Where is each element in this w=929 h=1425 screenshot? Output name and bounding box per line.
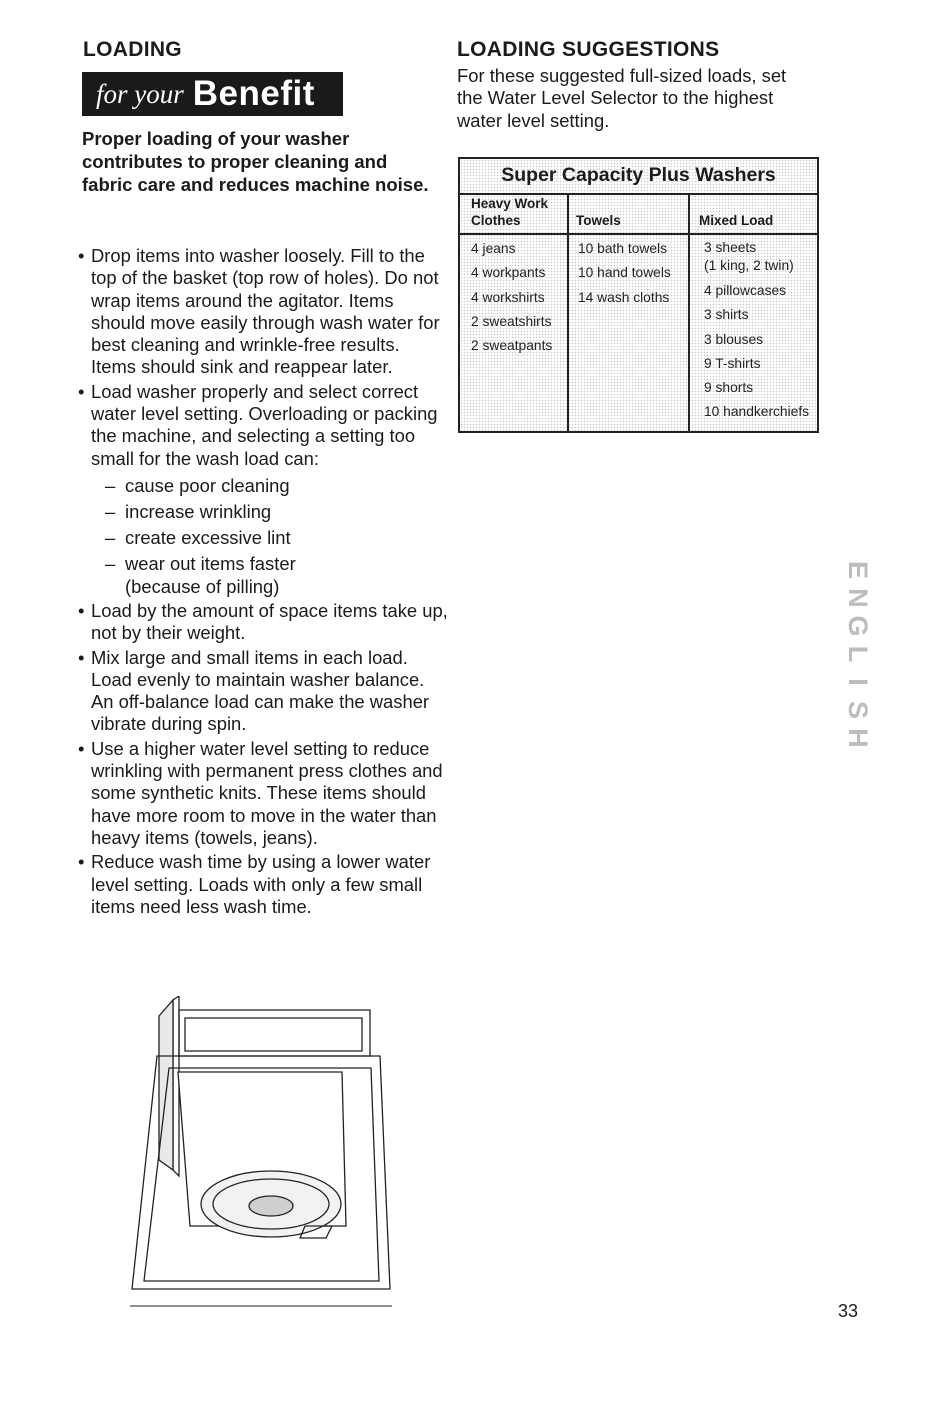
banner-prefix: for your bbox=[96, 78, 184, 109]
table-cell: 2 sweatpants bbox=[471, 338, 553, 354]
header-heavy-work bbox=[471, 195, 548, 229]
bullet-item: • Reduce wash time by using a lower water level setting. Loads with only a few small items need less wash time. bbox=[78, 851, 448, 918]
bullet-item: • Use a higher water level setting to reduce wrinkling with permanent press clothes and some synthetic knits. These items should have more room to move in the water than heavy items (towels, jeans). bbox=[78, 738, 448, 849]
sub-bullet-text: wear out items faster bbox=[125, 552, 296, 574]
bullet-item bbox=[78, 381, 448, 597]
header-towels: Towels bbox=[576, 213, 621, 228]
side-tab-letter: E bbox=[843, 560, 873, 579]
column-divider bbox=[567, 193, 569, 431]
banner-word: Benefit bbox=[192, 74, 315, 113]
table-cell: 4 pillowcases bbox=[704, 283, 787, 298]
sub-bullet-text: cause poor cleaning bbox=[125, 474, 290, 496]
loading-suggestions-heading: LOADING SUGGESTIONS bbox=[457, 38, 720, 61]
table-cell: 4 workshirts bbox=[471, 289, 545, 305]
sub-bullet-text: create excessive lint bbox=[125, 526, 291, 548]
mixed-load-column bbox=[704, 237, 809, 425]
sub-bullet-continuation: (because of pilling) bbox=[125, 575, 280, 597]
for-your-benefit-banner bbox=[82, 72, 343, 116]
table-cell: 2 sweatshirts bbox=[471, 313, 552, 329]
suggestions-paragraph: For these suggested full-sized loads, set the Water Level Selector to the highest water level setting. bbox=[457, 65, 787, 131]
table-cell: 10 bath towels bbox=[578, 241, 667, 256]
sub-bullet-item: – create excessive lint bbox=[105, 526, 291, 548]
sub-bullet-item: – wear out items faster (because of pilling) bbox=[103, 551, 448, 597]
overloading-effects-list bbox=[103, 473, 448, 597]
towels-column bbox=[578, 237, 671, 310]
washer-loading-illustration bbox=[130, 996, 392, 1308]
table-cell: 9 T-shirts bbox=[704, 355, 761, 371]
table-cell: 14 wash cloths bbox=[578, 289, 670, 305]
side-tab-letter: N bbox=[843, 588, 873, 608]
header-heavy-work-line2: Clothes bbox=[471, 213, 521, 228]
table-cell: 4 workpants bbox=[471, 265, 546, 281]
table-cell-line: (1 king, 2 twin) bbox=[704, 258, 794, 273]
table-cell bbox=[704, 237, 809, 279]
table-cell: 10 hand towels bbox=[578, 265, 671, 281]
intro-text: Proper loading of your washer contributes to proper cleaning and fabric care and reduces machine noise. bbox=[82, 128, 429, 195]
washer-lid bbox=[159, 1000, 173, 1170]
table-cell: 9 shorts bbox=[704, 380, 754, 396]
page-number: 33 bbox=[838, 1301, 859, 1321]
table-cell: 3 shirts bbox=[704, 307, 749, 323]
column-divider bbox=[688, 193, 690, 431]
washer-agitator bbox=[249, 1196, 293, 1216]
header-mixed-load: Mixed Load bbox=[699, 213, 774, 228]
heavy-work-column bbox=[471, 237, 552, 358]
side-tab-letter: H bbox=[843, 728, 873, 748]
loading-heading: LOADING bbox=[83, 38, 182, 61]
side-tab-letter: I bbox=[843, 678, 873, 686]
sub-bullet-text: increase wrinkling bbox=[125, 500, 272, 522]
bullet-item: • Load by the amount of space items take up, not by their weight. bbox=[78, 600, 448, 645]
table-title: Super Capacity Plus Washers bbox=[460, 159, 817, 195]
header-heavy-work-line1: Heavy Work bbox=[471, 196, 549, 211]
table-cell: 4 jeans bbox=[471, 241, 516, 256]
table-cell: 10 handkerchiefs bbox=[704, 404, 810, 420]
bullet-item: • Drop items into washer loosely. Fill to the top of the basket (top row of holes). Do not wrap items around the agitator. Items should move easily through wash water for best cleaning and wrinkle-free results. Items should sink and reappear later. bbox=[78, 245, 448, 379]
washer-control-panel-inner bbox=[185, 1018, 362, 1051]
side-tab-letter: S bbox=[843, 700, 873, 719]
sub-bullet-item: – increase wrinkling bbox=[105, 500, 272, 522]
sub-bullet-item: – cause poor cleaning bbox=[105, 474, 290, 496]
language-side-tab bbox=[845, 556, 871, 752]
washer-control-panel bbox=[179, 1010, 370, 1056]
bullet-item: • Mix large and small items in each load. Load evenly to maintain washer balance. An off-balance load can make the washer vibrate during spin. bbox=[78, 647, 448, 736]
table-cell: 3 blouses bbox=[704, 331, 764, 347]
washer-lid-edge bbox=[173, 996, 179, 1176]
header-divider bbox=[460, 233, 817, 235]
table-cell-line: 3 sheets bbox=[704, 240, 757, 255]
side-tab-letter: G bbox=[843, 615, 873, 637]
side-tab-letter: L bbox=[843, 645, 873, 663]
bullet-item-text: Load washer properly and select correct water level setting. Overloading or packing the machine, and selecting a setting too small for the wash load can: bbox=[91, 380, 438, 469]
loading-bullet-list bbox=[78, 245, 448, 920]
load-suggestions-table bbox=[458, 157, 819, 433]
